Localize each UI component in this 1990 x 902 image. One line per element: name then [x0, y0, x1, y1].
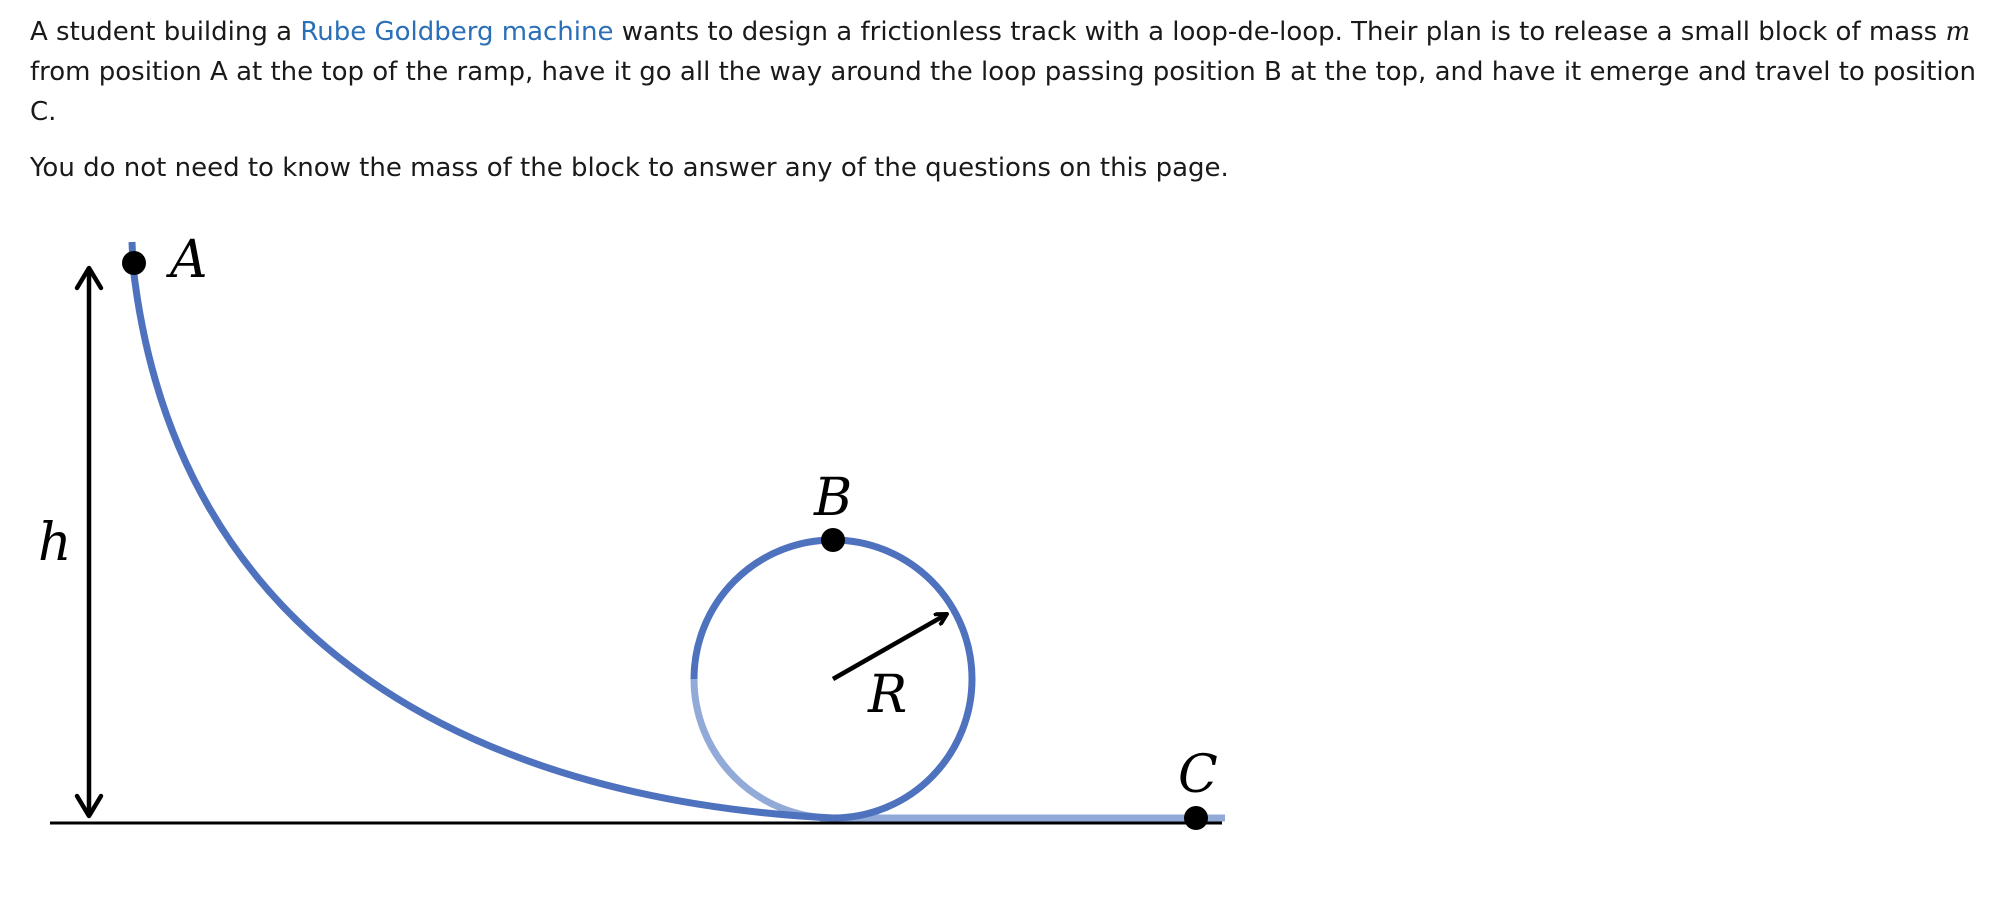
label-b: B [814, 468, 853, 528]
intro-part1: A student building a [30, 17, 301, 47]
point-a-marker [122, 251, 146, 275]
ramp-track [132, 242, 833, 818]
mass-variable: m [1945, 17, 1971, 47]
intro-part2: wants to design a frictionless track with a loop-de-loop. Their plan is to release a small block of mass [613, 17, 1946, 47]
note-paragraph: You do not need to know the mass of the block to answer any of the questions on this page. [30, 153, 1229, 183]
point-c-marker [1184, 806, 1208, 830]
height-arrow [77, 268, 101, 816]
label-c: C [1178, 745, 1218, 805]
label-r: R [868, 665, 908, 725]
rube-goldberg-link[interactable]: Rube Goldberg machine [300, 17, 614, 47]
intro-part3: from position A at the top of the ramp, have it go all the way around the loop passing position B at the top, and have it emerge and travel to position C. [30, 57, 1977, 127]
point-b-marker [821, 528, 845, 552]
label-h: h [38, 513, 72, 573]
label-a: A [170, 230, 208, 290]
loop-track-lower-left [694, 679, 833, 818]
